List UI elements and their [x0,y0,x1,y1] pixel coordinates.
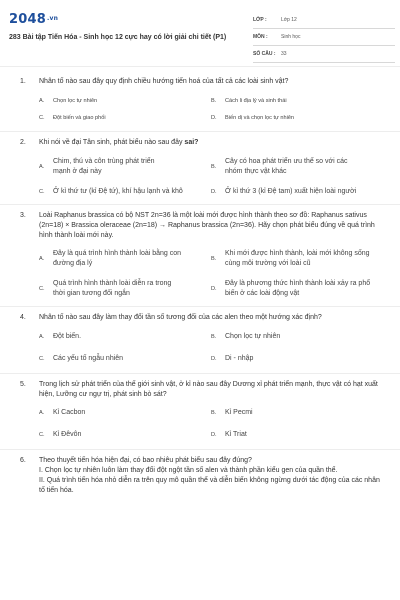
option-c[interactable] [39,187,211,197]
option-letter: D. [211,189,217,195]
option-text: Đột biến và giao phối [53,115,106,121]
option-c[interactable] [39,354,211,364]
statement-2: II. Quá trình tiến hóa nhỏ diễn ra trên quy mô quần thể và diễn biến không ngừng dưới tác động của các nhân tố tiến hóa. [39,477,380,494]
option-text: Ở kỉ thứ 3 (kỉ Đệ tam) xuất hiện loài người [225,188,357,195]
answer-options [39,408,382,440]
option-text: Biến dị và chọn lọc tự nhiên [225,115,295,121]
option-text: Quá trình hình thành loài diễn ra trong thời gian tương đối ngắn [53,280,172,297]
question-stem: Nhân tố nào sau đây quy định chiều hướng tiến hoá của tất cả các loài sinh vật? [39,78,289,85]
question-number: 4. [20,314,26,321]
question-number: 2. [20,139,26,146]
option-letter: B. [211,256,217,262]
option-a[interactable] [39,408,211,418]
question-text [20,77,382,87]
option-text: Kỉ Pecmi [225,409,253,416]
question-number: 5. [20,381,26,388]
question-text [20,211,382,241]
question-stem: Nhân tố nào sau đây làm thay đổi tần số tương đối của các alen theo một hướng xác định? [39,314,322,321]
option-letter: B. [211,164,217,170]
option-letter: B. [211,410,217,416]
option-text: Khi mới được hình thành, loài mới không sống cùng môi trường với loài cũ [225,250,370,267]
option-d[interactable] [211,279,383,299]
option-letter: A. [39,256,45,262]
option-text: Kỉ Triat [225,431,247,438]
question-text [20,138,382,148]
option-text: Các yếu tố ngẫu nhiên [53,355,124,362]
question-text [20,380,382,400]
option-letter: D. [211,115,217,121]
option-letter: C. [39,286,45,292]
option-b[interactable] [211,332,383,342]
question-number: 6. [20,457,26,464]
header-divider [0,66,400,67]
question-text [20,456,382,466]
meta-label: LỚP : [253,17,267,23]
option-letter: D. [211,286,217,292]
option-c[interactable] [39,115,211,121]
meta-row-subject [253,29,395,46]
option-text: Ở kỉ thứ tư (kỉ Đệ tứ), khí hậu lạnh và khô [53,188,183,195]
option-a[interactable] [39,332,211,342]
option-letter: D. [211,356,217,362]
question-2 [0,132,400,197]
question-stem: Khi nói về đại Tân sinh, phát biểu nào sau đây [39,139,185,146]
answer-options [39,249,382,299]
meta-value: 33 [281,51,287,57]
question-3 [0,205,400,299]
option-letter: C. [39,432,45,438]
option-text: Cây có hoa phát triển ưu thế so với các nhóm thực vật khác [225,158,348,175]
option-text: Di - nhập [225,355,254,362]
option-b[interactable] [211,157,383,177]
option-text: Cách li địa lý và sinh thái [225,98,287,104]
question-number: 3. [20,212,26,219]
option-text: Kỉ Đêvôn [53,431,82,438]
question-text [20,313,382,323]
option-c[interactable] [39,279,211,299]
question-stem: Loài Raphanus brassica có bộ NST 2n=36 là một loài mới được hình thành theo sơ đồ: Raphanus sativus (2n=18) × Brassica oleraceae (2n=18) → Raphanus brassica (2n=36). Hãy chọn phát biểu đúng về quá trình hình thành loài mới này. [39,212,375,239]
meta-label: SỐ CÂU : [253,51,276,57]
option-letter: D. [211,432,217,438]
meta-row-count [253,46,395,63]
document-title: 283 Bài tập Tiến Hóa - Sinh học 12 cực hay có lời giải chi tiết (P1) [9,34,227,41]
logo-suffix: .vn [46,15,59,22]
question-stem: Trong lịch sử phát triển của thế giới sinh vật, ở kỉ nào sau đây Dương xỉ phát triển mạnh, thực vật có hạt xuất hiện, Lưỡng cư ngự trị, phát sinh bò sát? [39,381,378,398]
question-1 [0,74,400,121]
option-a[interactable] [39,98,211,104]
option-a[interactable] [39,157,211,177]
option-d[interactable] [211,430,383,440]
page-header [0,0,400,66]
question-6 [0,450,400,496]
statement-1: I. Chọn lọc tự nhiên luôn làm thay đổi đột ngột tần số alen và thành phần kiểu gen của quần thể. [39,467,338,474]
option-letter: C. [39,115,45,121]
meta-value: Lớp 12 [281,17,297,23]
option-text: Chọn lọc tự nhiên [225,333,281,340]
option-d[interactable] [211,115,383,121]
meta-row-class [253,12,395,29]
option-letter: C. [39,189,45,195]
option-text: Đây là quá trình hình thành loài bằng con đường địa lý [53,250,182,267]
question-list [0,74,400,496]
question-number: 1. [20,78,26,85]
option-a[interactable] [39,249,211,269]
meta-label: MÔN : [253,34,268,40]
option-text: Đột biến. [53,333,82,340]
option-c[interactable] [39,430,211,440]
document-meta [253,12,395,63]
site-logo[interactable] [9,12,58,27]
option-letter: B. [211,334,217,340]
question-5 [0,374,400,440]
answer-options [39,332,382,364]
option-text: Chim, thú và côn trùng phát triển mạnh ở đại này [53,158,155,175]
option-letter: A. [39,98,45,104]
question-emphasis: sai? [184,139,199,146]
question-4 [0,307,400,364]
option-d[interactable] [211,187,383,197]
option-letter: A. [39,164,45,170]
option-b[interactable] [211,408,383,418]
answer-options [39,157,382,197]
answer-options [39,98,382,121]
logo-text: 2048 [9,12,46,27]
meta-value: Sinh học [281,34,301,40]
option-text: Đây là phương thức hình thành loài xảy ra phổ biến ở các loài động vật [225,280,371,297]
option-letter: A. [39,334,45,340]
option-b[interactable] [211,249,383,269]
option-text: Kỉ Cacbon [53,409,86,416]
option-text: Chọn lọc tự nhiên [53,98,98,104]
option-letter: B. [211,98,217,104]
option-letter: C. [39,356,45,362]
option-letter: A. [39,410,45,416]
question-stem: Theo thuyết tiến hóa hiện đại, có bao nhiêu phát biểu sau đây đúng? [39,457,252,464]
option-b[interactable] [211,98,383,104]
option-d[interactable] [211,354,383,364]
